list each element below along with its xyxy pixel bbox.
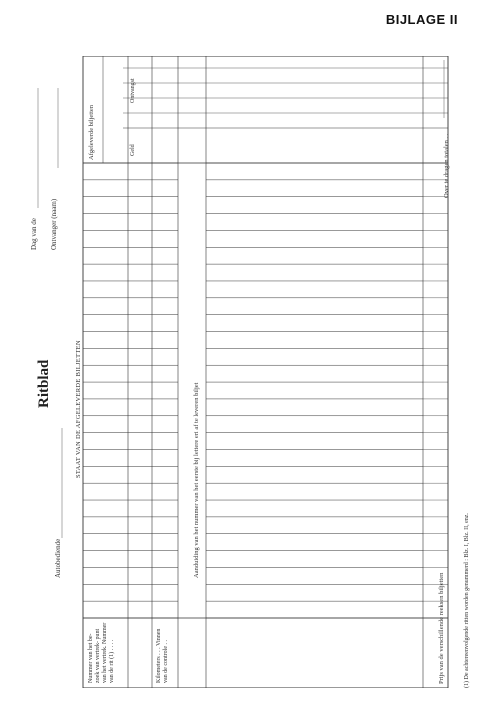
ontvangst-label: Ontvangst [130, 78, 136, 103]
dag-label: Dag van de [30, 218, 38, 250]
geld-label: Geld [130, 144, 136, 156]
row-label-numbers: Nummer van het be- zoek van vertrek- punt van het vertrek. Nummer van de rit (1) . . . . [88, 622, 115, 683]
form-title: Ritblad [36, 359, 52, 408]
aanduiding-label: Aanduiding van het nummer van het eerste bij lettere eri af te leveren biljet [193, 382, 200, 578]
afgeleverde-label: Afgeleverde biljetten [88, 104, 95, 160]
bijlage-heading: BIJLAGE II [385, 12, 458, 27]
row-label-km: Kilometers . . . Vinnen van de controle . . [156, 628, 169, 683]
autobediende-label: Autobediende [54, 538, 62, 578]
staat-heading: STAAT VAN DE AFGELEVERDE BILJETTEN [75, 340, 82, 478]
prijs-label: Prijs van de verschillende reeksen biljetten [438, 572, 445, 684]
over-te-dragen-label: Over te dragen totalen . . [443, 133, 450, 198]
footnote: (1) De achtereenvolgende ritten worden genummerd : Blz. I, Blz. II, enz. [464, 513, 470, 688]
ritblad-form [28, 56, 478, 688]
form-grid [28, 56, 478, 688]
ontvanger-label: Ontvanger (naam) [50, 198, 58, 250]
